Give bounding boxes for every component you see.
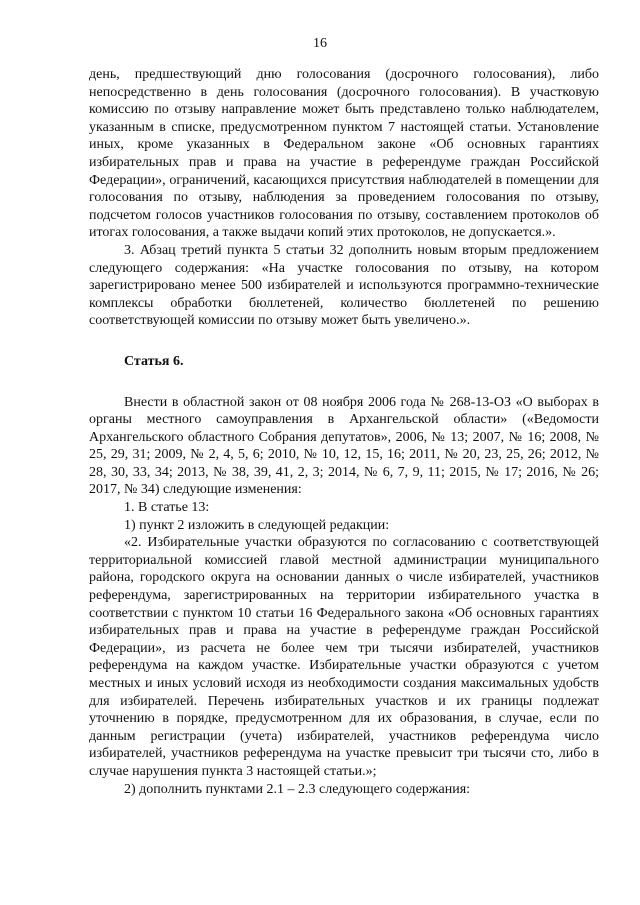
article-heading: Статья 6.: [124, 353, 184, 369]
paragraph-amendment-intro: Внести в областной закон от 08 ноября 2006 года № 268-13-ОЗ «О выборах в органы местного самоуправления в Архангельской области» («Ведомости Архангельского областного Собрания депутатов», 2006, № 13; 2007, № 16; 2008, № 25, 29, 31; 2009, № 2, 4, 5, 6; 2010, № 10, 12, 15, 16; 2011, № 20, 23, 25, 26; 2012, № 28, 30, 33, 34; 2013, № 38, 39, 41, 2, 3; 2014, № 6, 7, 9, 11; 2015, № 17; 2016, № 26; 2017, № 34) следующие изменения:: [89, 394, 599, 498]
paragraph-point-2: «2. Избирательные участки образуются по согласованию с соответствующей территориальной комиссией главой местной администрации муниципального района, городского округа на основании данных о числе избирателей, участников референдума, зарегистрированных на территории избирательного участка в соответствии с пунктом 10 статьи 16 Федерального закона «Об основных гарантиях избирательных прав и права на участие в референдуме граждан Российской Федерации», из расчета не более чем три тысячи избирателей, участников референдума на каждом участке. Избирательные участки образуются с учетом местных и иных условий исходя из необходимости создания максимальных удобств для избирателей. Перечень избирательных участков и их границы подлежат уточнению в порядке, предусмотренном для их образования, в случае, если по данным регистрации (учета) избирателей, участников референдума число избирателей, участников референдума на участке превысит три тысячи сто, либо в случае нарушения пункта 3 настоящей статьи.»;: [89, 535, 599, 779]
page-number: 16: [313, 36, 327, 51]
document-body: [89, 66, 599, 798]
paragraph-continuation: день, предшествующий дню голосования (досрочного голосования), либо непосредственно в день голосования (досрочного голосования). В участковую комиссию по отзыву направление может быть представлено только наблюдателем, указанным в списке, предусмотренном пунктом 7 настоящей статьи. Установление иных, кроме указанных в Федеральном законе «Об основных гарантиях избирательных прав и права на участие в референдуме граждан Российской Федерации», ограничений, касающихся присутствия наблюдателей в помещении для голосования по отзыву, наблюдения за проведением голосования по отзыву, подсчетом голосов участников голосования по отзыву, составлением протоколов об итогах голосования, а также выдачи копий этих протоколов, не допускается.».: [89, 67, 599, 241]
paragraph-article-13: 1. В статье 13:: [124, 500, 210, 516]
paragraph-item-3: 3. Абзац третий пункта 5 статьи 32 дополнить новым вторым предложением следующего содержания: «На участке голосования по отзыву, на котором зарегистрировано менее 500 избирателей и используются программно-технические комплексы обработки бюллетеней, количество бюллетеней по решению соответствующей комиссии по отзыву может быть увеличено.».: [89, 242, 599, 329]
paragraph-subitem-1: 1) пункт 2 изложить в следующей редакции:: [124, 517, 390, 533]
paragraph-subitem-2: 2) дополнить пунктами 2.1 – 2.3 следующего содержания:: [124, 781, 471, 797]
